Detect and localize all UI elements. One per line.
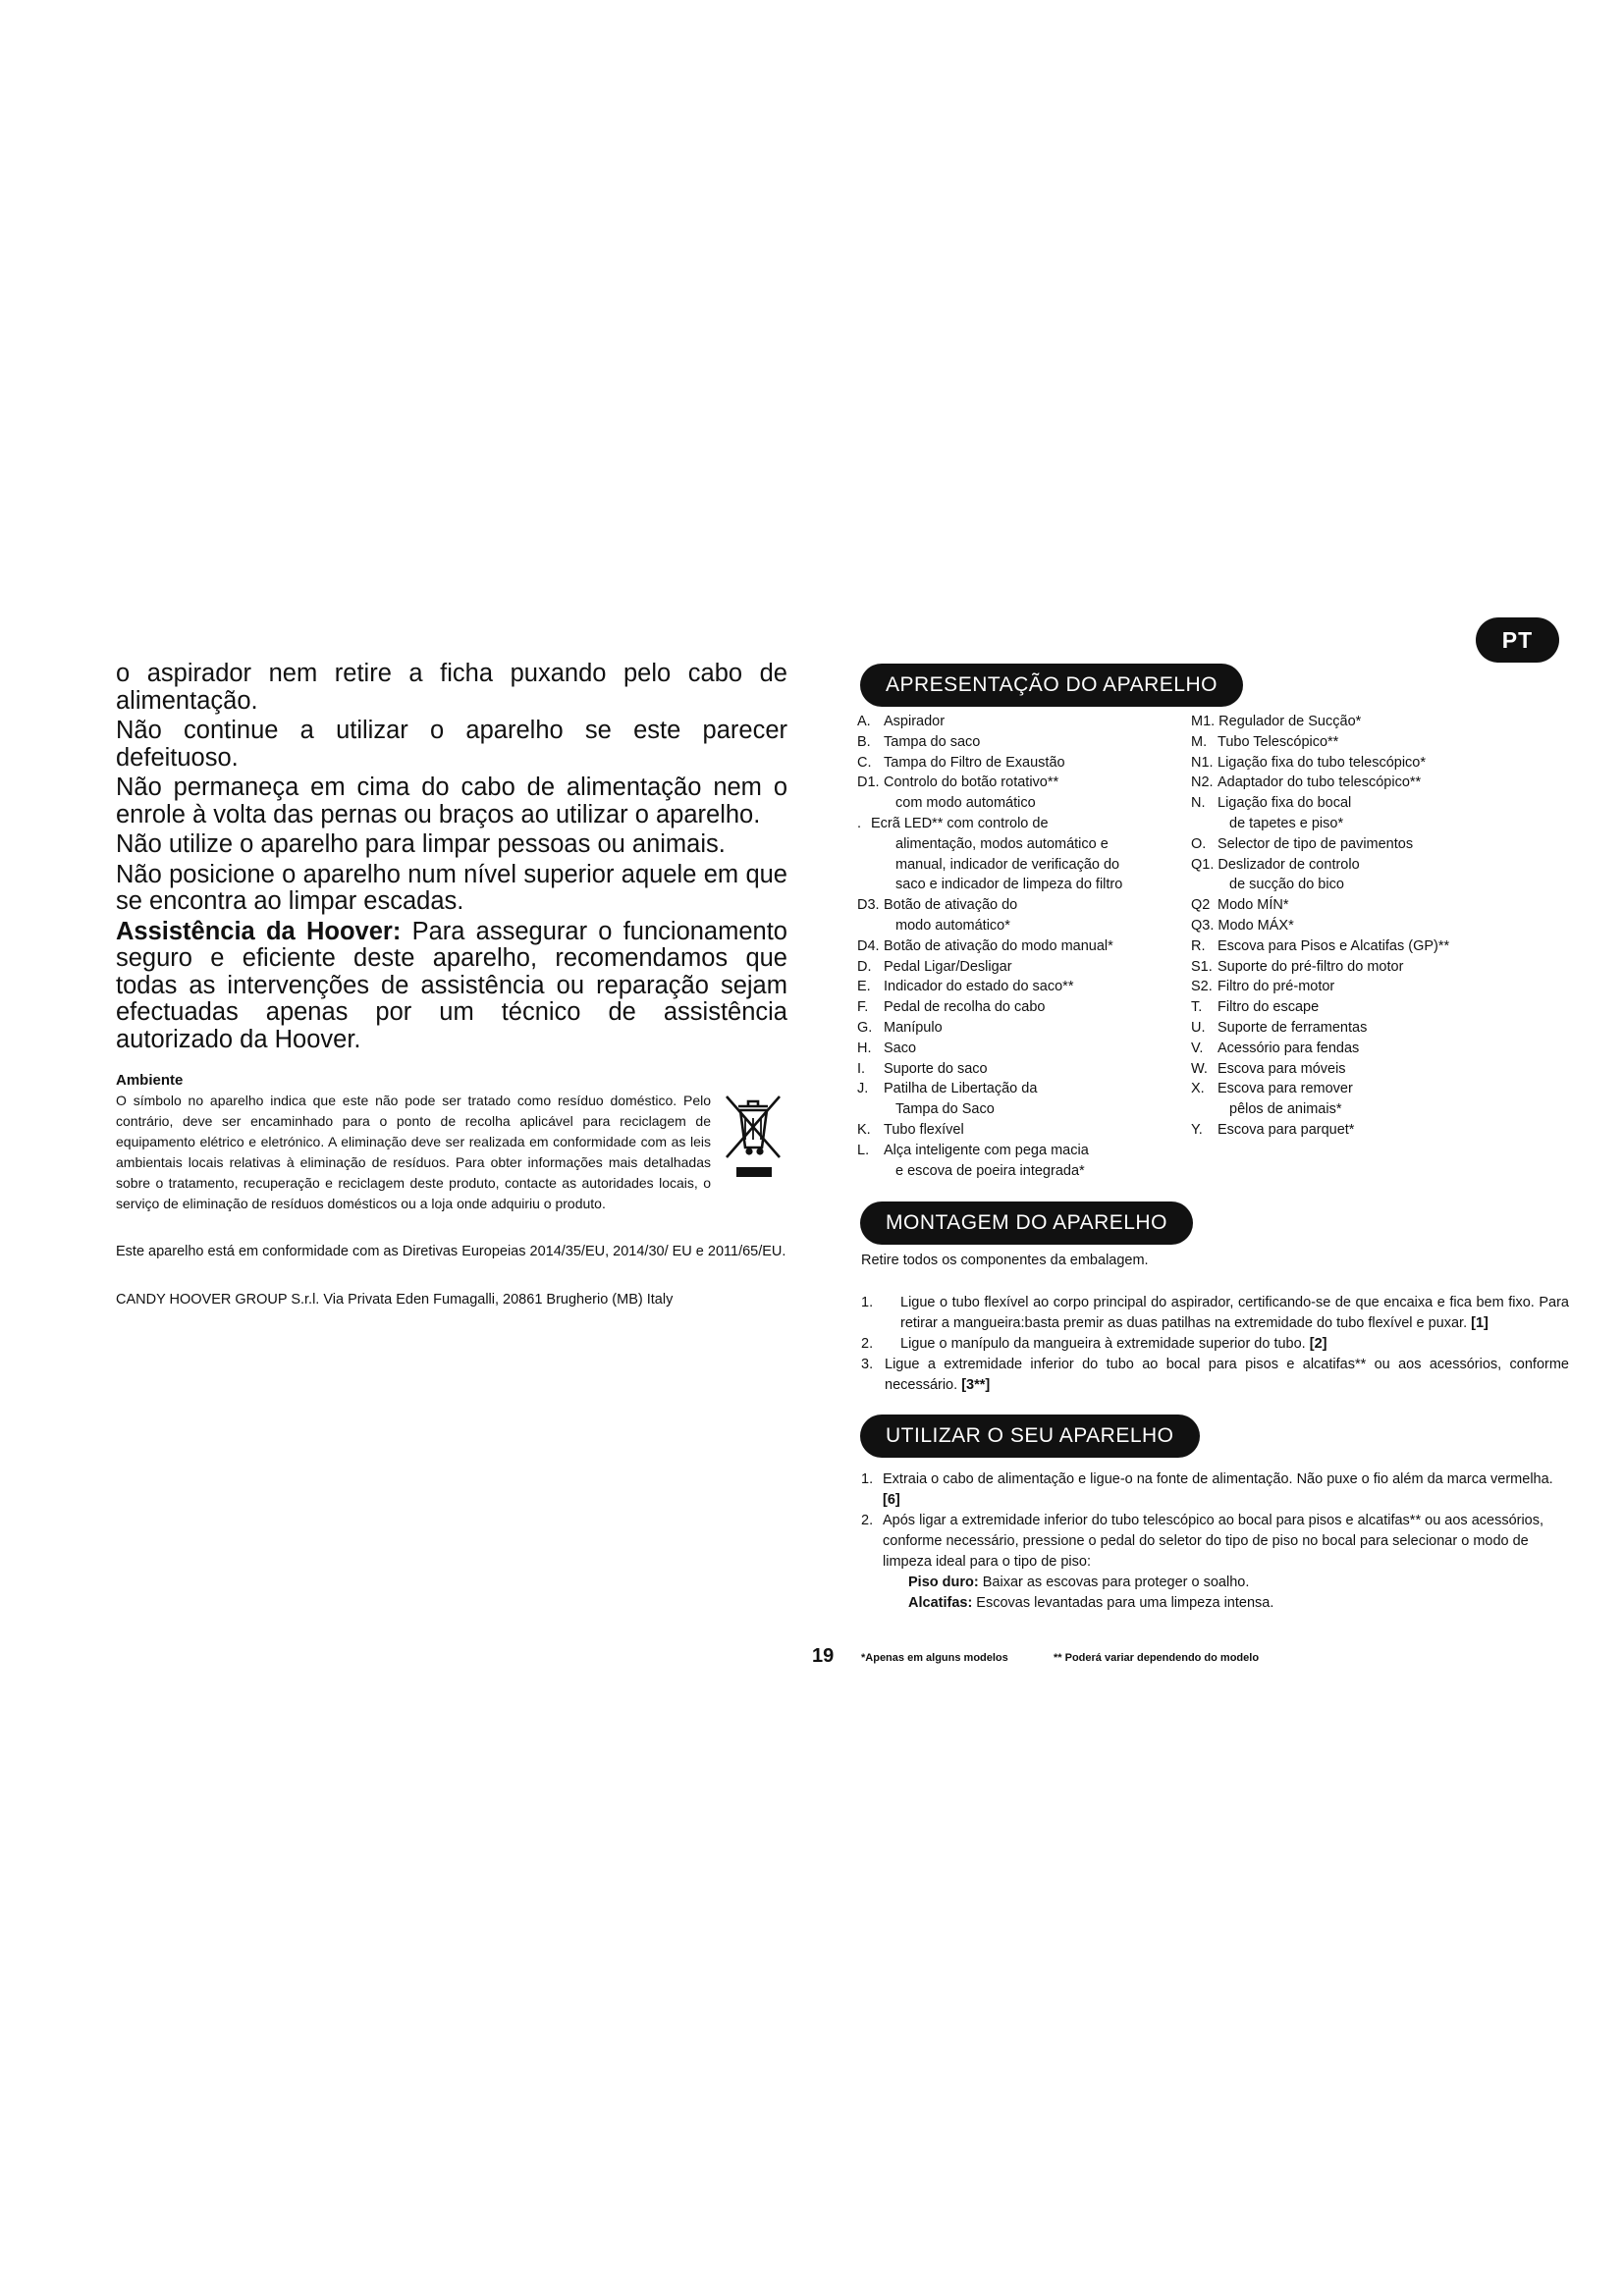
component-key: Y. — [1191, 1121, 1203, 1138]
component-item — [857, 1099, 1191, 1120]
component-label: Tampa do Saco — [895, 1101, 995, 1118]
component-key: E. — [857, 979, 871, 995]
component-key: X. — [1191, 1081, 1205, 1097]
safety-warning: o aspirador nem retire a ficha puxando pelo cabo de alimentação. — [116, 660, 787, 715]
component-item — [857, 1039, 1191, 1059]
component-label: modo automático* — [895, 917, 1010, 934]
footnote-may-vary: ** Poderá variar dependendo do modelo — [1054, 1652, 1260, 1664]
component-key: N2. — [1191, 774, 1214, 791]
component-key: M. — [1191, 733, 1208, 750]
component-label: Deslizador de controlo — [1218, 856, 1360, 873]
component-item — [857, 732, 1191, 753]
component-label: Botão de ativação do — [884, 897, 1018, 914]
component-label: Ecrã LED** com controlo de — [871, 815, 1049, 831]
components-list — [857, 712, 1569, 1181]
component-key: D3. — [857, 897, 880, 914]
component-item — [1191, 957, 1569, 978]
component-item — [1191, 875, 1569, 895]
component-key: U. — [1191, 1019, 1206, 1036]
component-label: Selector de tipo de pavimentos — [1218, 835, 1414, 852]
component-item — [1191, 916, 1569, 936]
environment-section — [116, 1091, 780, 1214]
component-label: Ligação fixa do tubo telescópico* — [1218, 754, 1427, 771]
component-item — [1191, 1059, 1569, 1080]
hoover-assistance — [116, 919, 787, 1054]
component-item — [1191, 753, 1569, 774]
component-label: Escova para móveis — [1218, 1060, 1346, 1077]
component-label: e escova de poeira integrada* — [895, 1162, 1085, 1179]
component-item — [857, 793, 1191, 814]
component-label: Regulador de Sucção* — [1218, 714, 1362, 729]
component-label: alimentação, modos automático e — [895, 835, 1109, 852]
component-key — [857, 916, 884, 936]
component-item — [857, 855, 1191, 876]
component-item — [1191, 834, 1569, 855]
component-item — [857, 1161, 1191, 1182]
component-label: Modo MÁX* — [1218, 917, 1294, 934]
component-key: R. — [1191, 937, 1206, 954]
component-item — [1191, 1120, 1569, 1141]
component-item — [1191, 793, 1569, 814]
safety-warning: Não continue a utilizar o aparelho se este parecer defeituoso. — [116, 717, 787, 772]
language-badge: PT — [1476, 617, 1559, 663]
component-item — [1191, 1039, 1569, 1059]
component-item — [857, 1059, 1191, 1080]
component-item — [1191, 814, 1569, 834]
manufacturer-address: CANDY HOOVER GROUP S.r.l. Via Privata Eden Fumagalli, 20861 Brugherio (MB) Italy — [116, 1292, 674, 1308]
component-key: Q3. — [1191, 917, 1215, 934]
component-key: T. — [1191, 999, 1203, 1016]
floor-mode-hard: Piso duro: Baixar as escovas para proteger o soalho. — [908, 1575, 1250, 1591]
component-key — [857, 793, 884, 814]
component-item — [857, 957, 1191, 978]
component-item — [857, 936, 1191, 957]
environment-text: O símbolo no aparelho indica que este não pode ser tratado como resíduo doméstico. Pelo contrário, deve ser encaminhado para o ponto de recolha aplicável para reciclagem de equipamento elétrico e eletrónico. A eliminação deve ser realizada em conformidade com as leis ambientais locais relativas à eliminação de resíduos. Para obter informações mais detalhadas sobre o tratamento, recuperação e reciclagem deste produto, contacte as autoridades locais, o serviço de eliminação de resíduos domésticos ou a loja onde adquiriu o produto. — [116, 1093, 711, 1211]
component-item — [857, 1120, 1191, 1141]
list-item: 2. Após ligar a extremidade inferior do tubo telescópico ao bocal para pisos e alcatifas** ou aos acessórios, conforme necessário, pressione o pedal do seletor do tipo de piso no bocal para selecionar o modo de limpeza ideal para o tipo de piso: — [861, 1513, 1544, 1571]
component-label: Suporte do pré-filtro do motor — [1218, 958, 1404, 975]
assembly-intro: Retire todos os componentes da embalagem. — [861, 1253, 1149, 1269]
component-item — [1191, 732, 1569, 753]
component-key: N1. — [1191, 754, 1214, 771]
component-key — [857, 875, 884, 895]
component-label: Tubo flexível — [884, 1121, 964, 1138]
component-item — [857, 997, 1191, 1018]
component-item — [1191, 1018, 1569, 1039]
component-label: Aspirador — [884, 714, 946, 729]
component-key — [857, 1161, 884, 1182]
component-item — [1191, 997, 1569, 1018]
component-key: S2. — [1191, 979, 1213, 995]
component-key: D1. — [857, 774, 880, 791]
page-number: 19 — [812, 1645, 835, 1667]
component-label: Ligação fixa do bocal — [1218, 795, 1352, 812]
assistance-text: Para assegurar o funcionamento seguro e eficiente deste aparelho, recomendamos que todas as intervenções de assistência ou reparação sejam efectuadas apenas por um técnico de assistência autorizado da Hoover. — [116, 917, 787, 1053]
component-item — [1191, 1079, 1569, 1099]
component-key: A. — [857, 714, 871, 729]
component-label: Suporte de ferramentas — [1218, 1019, 1368, 1036]
component-item — [857, 773, 1191, 793]
components-column-1 — [857, 712, 1191, 1181]
component-item — [1191, 773, 1569, 793]
component-key: F. — [857, 999, 869, 1016]
component-key — [1191, 875, 1218, 895]
component-label: Modo MÍN* — [1218, 897, 1289, 914]
component-key: Q1. — [1191, 856, 1215, 873]
component-key — [857, 1099, 884, 1120]
right-column — [857, 664, 1569, 1614]
component-label: Pedal de recolha do cabo — [884, 999, 1046, 1016]
safety-warning: Não permaneça em cima do cabo de alimentação nem o enrole à volta das pernas ou braços ao utilizar o aparelho. — [116, 774, 787, 828]
component-key: N. — [1191, 795, 1206, 812]
component-key: Q2 — [1191, 897, 1211, 914]
footnote-some-models: *Apenas em alguns modelos — [861, 1652, 1008, 1664]
component-item — [857, 1141, 1191, 1161]
component-item — [857, 1018, 1191, 1039]
component-key: G. — [857, 1019, 873, 1036]
component-label: manual, indicador de verificação do — [895, 856, 1120, 873]
component-key: K. — [857, 1121, 871, 1138]
component-label: Saco — [884, 1040, 917, 1056]
list-item: 2. Ligue o manípulo da mangueira à extremidade superior do tubo. [2] — [861, 1335, 1327, 1352]
component-key: C. — [857, 754, 872, 771]
component-item — [1191, 1099, 1569, 1120]
component-label: de tapetes e piso* — [1229, 815, 1344, 831]
component-item — [1191, 855, 1569, 876]
component-key: O. — [1191, 835, 1207, 852]
component-label: Tampa do Filtro de Exaustão — [884, 754, 1065, 771]
component-key: V. — [1191, 1040, 1204, 1056]
component-key: W. — [1191, 1060, 1208, 1077]
component-label: Botão de ativação do modo manual* — [884, 937, 1113, 954]
conformity-statement: Este aparelho está em conformidade com as Diretivas Europeias 2014/35/EU, 2014/30/ EU e 2011/65/EU. — [116, 1244, 786, 1259]
safety-warning: Não posicione o aparelho num nível superior aquele em que se encontra ao limpar escadas. — [116, 860, 787, 915]
list-item: 3. Ligue a extremidade inferior do tubo ao bocal para pisos e alcatifas** ou aos acessórios, conforme necessário. [3**] — [861, 1356, 1569, 1393]
component-item — [857, 977, 1191, 997]
component-key: H. — [857, 1040, 872, 1056]
component-label: saco e indicador de limpeza do filtro — [895, 877, 1123, 893]
list-item: 1. Extraia o cabo de alimentação e ligue-o na fonte de alimentação. Não puxe o fio além da marca vermelha. [6] — [861, 1471, 1553, 1509]
component-label: com modo automático — [895, 795, 1036, 812]
assistance-title: Assistência da Hoover: — [116, 917, 402, 945]
component-key — [1191, 814, 1218, 834]
component-key — [1191, 1099, 1218, 1120]
component-label: Adaptador do tubo telescópico** — [1218, 774, 1422, 791]
use-steps — [861, 1469, 1569, 1614]
component-key: D. — [857, 958, 872, 975]
component-label: Patilha de Libertação da — [884, 1081, 1038, 1097]
weee-bin-icon — [719, 1089, 787, 1179]
left-column — [116, 661, 787, 1310]
component-key: . — [857, 815, 862, 831]
component-item — [1191, 895, 1569, 916]
component-item — [857, 712, 1191, 732]
component-key: B. — [857, 733, 871, 750]
environment-heading: Ambiente — [116, 1072, 184, 1089]
safety-warning: Não utilize o aparelho para limpar pessoas ou animais. — [116, 830, 726, 858]
component-label: Alça inteligente com pega macia — [884, 1142, 1089, 1158]
component-label: Escova para parquet* — [1218, 1121, 1355, 1138]
component-key — [857, 834, 884, 855]
components-column-2 — [1191, 712, 1569, 1181]
component-item — [857, 753, 1191, 774]
component-label: Escova para Pisos e Alcatifas (GP)** — [1218, 937, 1450, 954]
component-key: M1. — [1191, 714, 1216, 729]
component-label: Tampa do saco — [884, 733, 981, 750]
component-item — [857, 834, 1191, 855]
component-item — [857, 895, 1191, 916]
component-label: pêlos de animais* — [1229, 1101, 1342, 1118]
component-key: S1. — [1191, 958, 1213, 975]
component-label: Filtro do escape — [1218, 999, 1320, 1016]
component-item — [857, 875, 1191, 895]
component-key: L. — [857, 1142, 870, 1158]
component-label: Filtro do pré-motor — [1218, 979, 1335, 995]
section-heading-presentation: APRESENTAÇÃO DO APARELHO — [860, 664, 1243, 707]
list-item: 1. Ligue o tubo flexível ao corpo principal do aspirador, certificando-se de que encaixa e fica bem fixo. Para retirar a mangueira:basta premir as duas patilhas na extremidade do tubo flexível e puxar. [1] — [861, 1295, 1569, 1332]
component-item — [857, 1079, 1191, 1099]
component-label: Suporte do saco — [884, 1060, 988, 1077]
component-label: Controlo do botão rotativo** — [884, 774, 1059, 791]
assembly-steps — [861, 1293, 1569, 1395]
component-item — [1191, 977, 1569, 997]
component-label: Tubo Telescópico** — [1218, 733, 1339, 750]
component-item — [857, 916, 1191, 936]
floor-mode-carpet: Alcatifas: Escovas levantadas para uma limpeza intensa. — [908, 1595, 1274, 1612]
component-label: Pedal Ligar/Desligar — [884, 958, 1012, 975]
component-item — [1191, 936, 1569, 957]
component-key — [857, 855, 884, 876]
component-key: I. — [857, 1060, 866, 1077]
component-item — [857, 814, 1191, 834]
component-label: de sucção do bico — [1229, 877, 1344, 893]
section-heading-use: UTILIZAR O SEU APARELHO — [860, 1415, 1200, 1458]
component-label: Escova para remover — [1218, 1081, 1353, 1097]
component-item — [1191, 712, 1569, 732]
component-label: Manípulo — [884, 1019, 943, 1036]
component-label: Indicador do estado do saco** — [884, 979, 1074, 995]
component-label: Acessório para fendas — [1218, 1040, 1360, 1056]
component-key: D4. — [857, 937, 880, 954]
section-heading-assembly: MONTAGEM DO APARELHO — [860, 1201, 1193, 1245]
component-key: J. — [857, 1081, 869, 1097]
